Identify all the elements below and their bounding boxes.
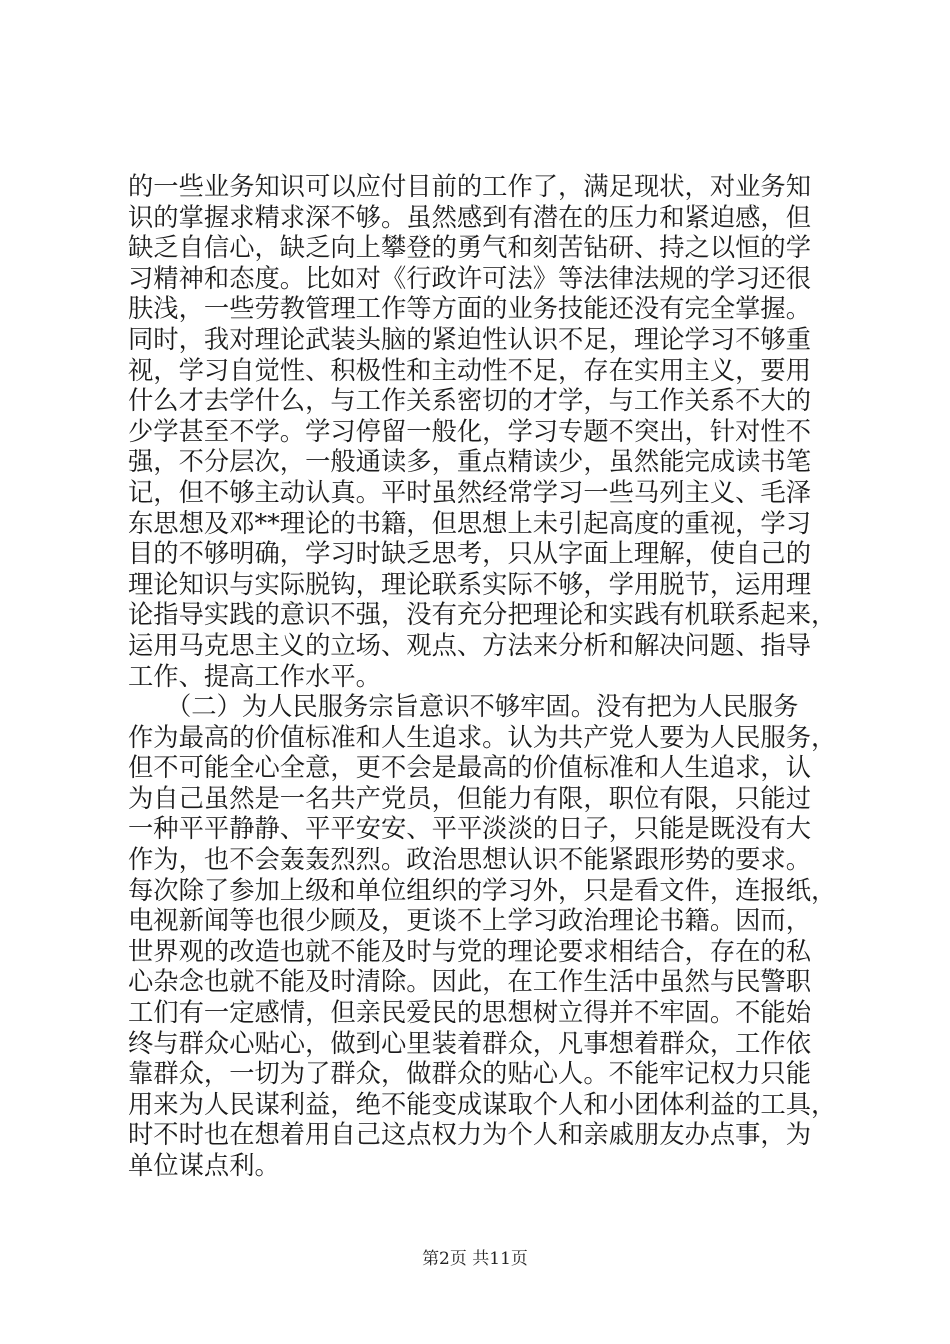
text-line: 工作、提高工作水平。 <box>128 661 381 691</box>
text-line: 强，不分层次，一般通读多，重点精读少，虽然能完成读书笔 <box>128 447 812 477</box>
body-text <box>128 172 888 1182</box>
text-line: 作为最高的价值标准和人生追求。认为共产党人要为人民服务， <box>128 722 837 752</box>
text-line: 记，但不够主动认真。平时虽然经常学习一些马列主义、毛泽 <box>128 477 812 507</box>
text-line: 时不时也在想着用自己这点权力为个人和亲戚朋友办点事，为 <box>128 1120 812 1150</box>
text-line: 理论知识与实际脱钩，理论联系实际不够，学用脱节，运用理 <box>128 569 812 599</box>
text-line: 世界观的改造也就不能及时与党的理论要求相结合，存在的私 <box>128 936 812 966</box>
text-line: 少学甚至不学。学习停留一般化，学习专题不突出，针对性不 <box>128 416 812 446</box>
text-line: 目的不够明确，学习时缺乏思考，只从字面上理解，使自己的 <box>128 539 812 569</box>
text-line: 同时，我对理论武装头脑的紧迫性认识不足，理论学习不够重 <box>128 324 812 354</box>
text-line: 作为，也不会轰轰烈烈。政治思想认识不能紧跟形势的要求。 <box>128 845 812 875</box>
text-line: 运用马克思主义的立场、观点、方法来分析和解决问题、指导 <box>128 630 812 660</box>
text-line: 缺乏自信心，缺乏向上攀登的勇气和刻苦钻研、持之以恒的学 <box>128 233 812 263</box>
text-line: 一种平平静静、平平安安、平平淡淡的日子，只能是既没有大 <box>128 814 812 844</box>
text-line: 为自己虽然是一名共产党员，但能力有限，职位有限，只能过 <box>128 783 812 813</box>
text-line: 电视新闻等也很少顾及，更谈不上学习政治理论书籍。因而， <box>128 906 812 936</box>
text-line: （二）为人民服务宗旨意识不够牢固。没有把为人民服务 <box>128 692 799 722</box>
text-line: 什么才去学什么，与工作关系密切的才学，与工作关系不大的 <box>128 386 812 416</box>
text-line: 终与群众心贴心，做到心里装着群众，凡事想着群众，工作依 <box>128 1028 812 1058</box>
text-line: 习精神和态度。比如对《行政许可法》等法律法规的学习还很 <box>128 263 812 293</box>
text-line: 但不可能全心全意，更不会是最高的价值标准和人生追求，认 <box>128 753 812 783</box>
text-line: 心杂念也就不能及时清除。因此，在工作生活中虽然与民警职 <box>128 967 812 997</box>
text-line: 东思想及邓**理论的书籍，但思想上未引起高度的重视，学习 <box>128 508 812 538</box>
text-line: 识的掌握求精求深不够。虽然感到有潜在的压力和紧迫感，但 <box>128 202 812 232</box>
text-line: 单位谋点利。 <box>128 1151 280 1180</box>
text-line: 视，学习自觉性、积极性和主动性不足，存在实用主义，要用 <box>128 355 812 385</box>
text-line: 论指导实践的意识不强，没有充分把理论和实践有机联系起来， <box>128 600 837 630</box>
text-line: 肤浅，一些劳教管理工作等方面的业务技能还没有完全掌握。 <box>128 294 812 324</box>
text-line: 工们有一定感情，但亲民爱民的思想树立得并不牢固。不能始 <box>128 998 812 1028</box>
text-line: 的一些业务知识可以应付目前的工作了，满足现状，对业务知 <box>128 172 812 201</box>
text-line: 用来为人民谋利益，绝不能变成谋取个人和小团体利益的工具， <box>128 1089 837 1119</box>
text-line: 靠群众，一切为了群众，做群众的贴心人。不能牢记权力只能 <box>128 1059 812 1089</box>
page-footer: 第2页 共11页 <box>422 1249 528 1269</box>
text-line: 每次除了参加上级和单位组织的学习外，只是看文件，连报纸， <box>128 875 837 905</box>
